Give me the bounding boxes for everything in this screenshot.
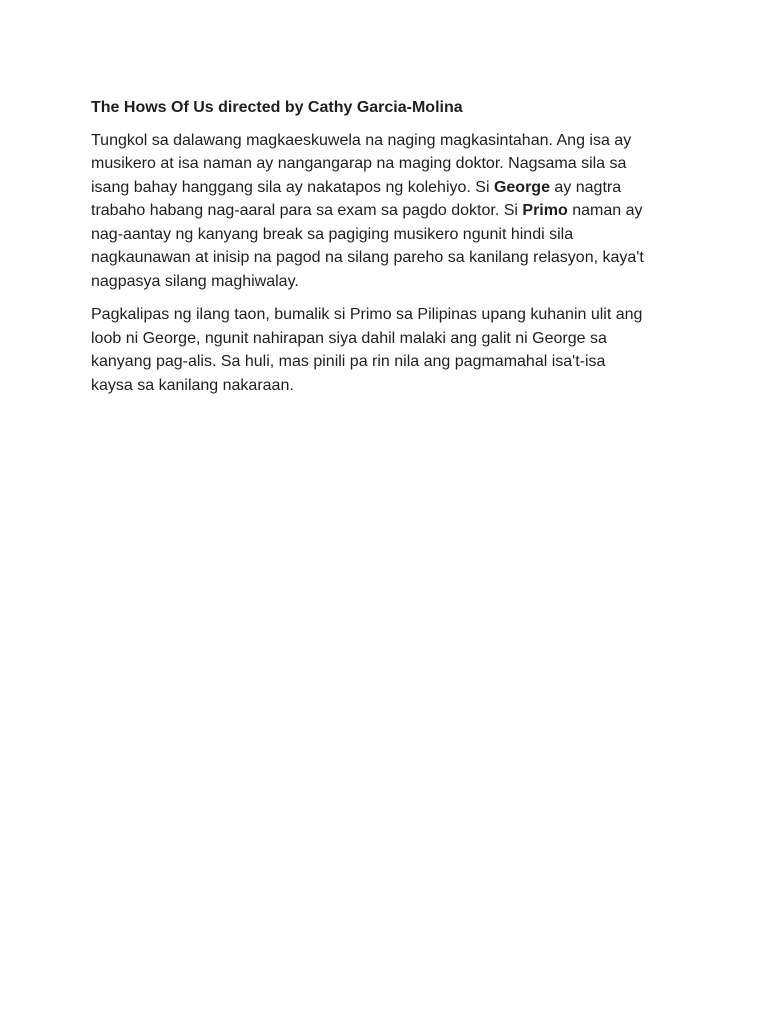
paragraph-line: Tungkol sa dalawang magkaeskuwela na naging magkasintahan. Ang isa ay [91,131,632,149]
paragraph-line: kanyang pag-alis. Sa huli, mas pinili pa rin nila ang pagmamahal isa't-isa [91,353,606,370]
paragraph-line: loob ni George, ngunit nahirapan siya dahil malaki ang galit ni George sa [91,329,607,347]
paragraph-line: nagkaunawan at inisip na pagod na silang pareho sa kanilang relasyon, kaya't [91,249,644,266]
paragraph-line: musikero at isa naman ay nangangarap na maging doktor. Nagsama sila sa [91,155,627,172]
character-name-primo: Primo [522,202,568,219]
line-text: naman ay [567,202,643,219]
line-text: ay nagtra [549,178,622,196]
character-name-george: George [493,178,550,196]
paragraph-line: nagpasya silang maghiwalay. [91,272,299,290]
document-body [91,96,691,407]
paragraph-line: nag-aantay ng kanyang break sa pagiging musikero ngunit hindi sila [91,225,574,243]
line-text: trabaho habang nag-aaral para sa exam sa pagdo doktor. Si [91,202,523,219]
paragraph-line: kaysa sa kanilang nakaraan. [91,376,294,394]
line-text: isang bahay hanggang sila ay nakatapos ng kolehiyo. Si [91,178,494,196]
paragraph-ending [91,303,691,397]
document-title: The Hows Of Us directed by Cathy Garcia-Molina [91,99,463,116]
paragraph-summary [91,129,691,294]
paragraph-line [91,176,691,200]
paragraph-line: Pagkalipas ng ilang taon, bumalik si Primo sa Pilipinas upang kuhanin ulit ang [91,306,643,323]
paragraph-line [91,199,691,223]
